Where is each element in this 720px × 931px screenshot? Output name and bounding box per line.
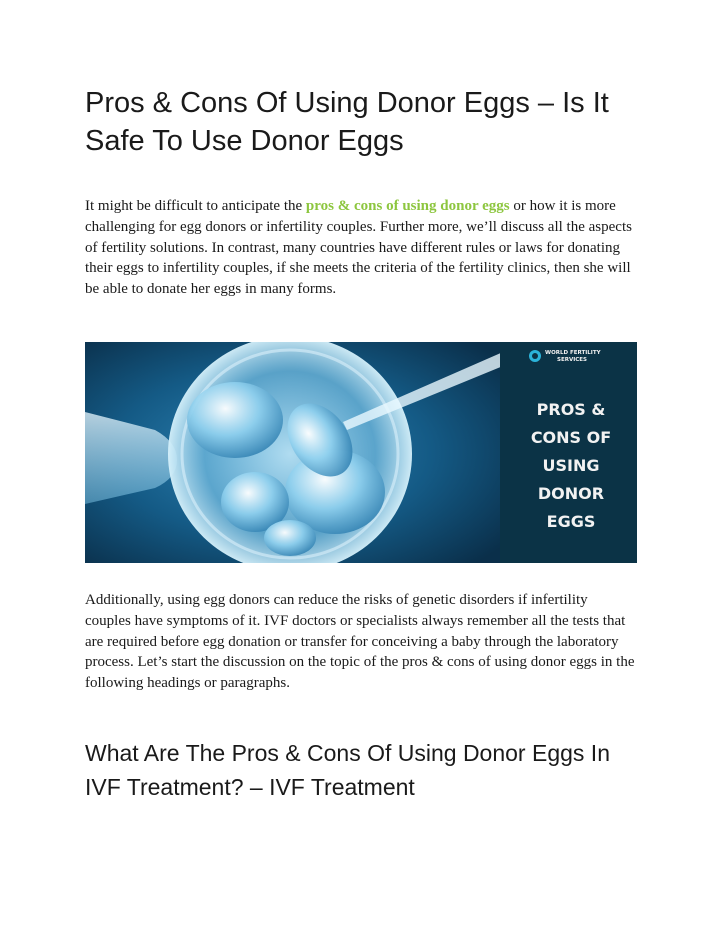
banner-heading-line: EGGS [546,512,596,531]
banner-heading-line: CONS OF [530,428,612,447]
article-banner-image [85,342,637,563]
intro-text-before: It might be difficult to anticipate the [85,198,306,214]
article-title: Pros & Cons Of Using Donor Eggs – Is It Safe To Use Donor Eggs [85,87,609,157]
brand-name-line1: WORLD FERTILITY [545,350,601,356]
banner-heading-line: USING [542,456,600,475]
section-heading: What Are The Pros & Cons Of Using Donor Eggs In IVF Treatment? – IVF Treatment [85,740,610,800]
banner-heading-line: PROS & [536,400,606,419]
embryo-cell [264,520,316,556]
intro-text-after: or how it is more challenging for egg donors or infertility couples. Further more, we’ll discuss all the aspects of fertility solutions. In contrast, many countries have different rules or laws for donating their eggs to infertility couples, if she meets the criteria of the fertility clinics, then she will be able to donate her eggs in many forms. [85,198,632,298]
pros-cons-link[interactable]: pros & cons of using donor eggs [305,198,510,214]
banner-heading-line: DONOR [537,484,605,503]
brand-name-line2: SERVICES [557,357,588,363]
embryo-cell [187,382,283,458]
body-paragraph: Additionally, using egg donors can reduce the risks of genetic disorders if infertility couples have symptoms of it. IVF doctors or specialists always remember all the tests that are required before egg donation or transfer for conceiving a baby through the laboratory process. Let’s start the discussion on the topic of the pros & cons of using donor eggs in the following headings or paragraphs. [85,592,635,692]
intro-paragraph [85,196,637,300]
